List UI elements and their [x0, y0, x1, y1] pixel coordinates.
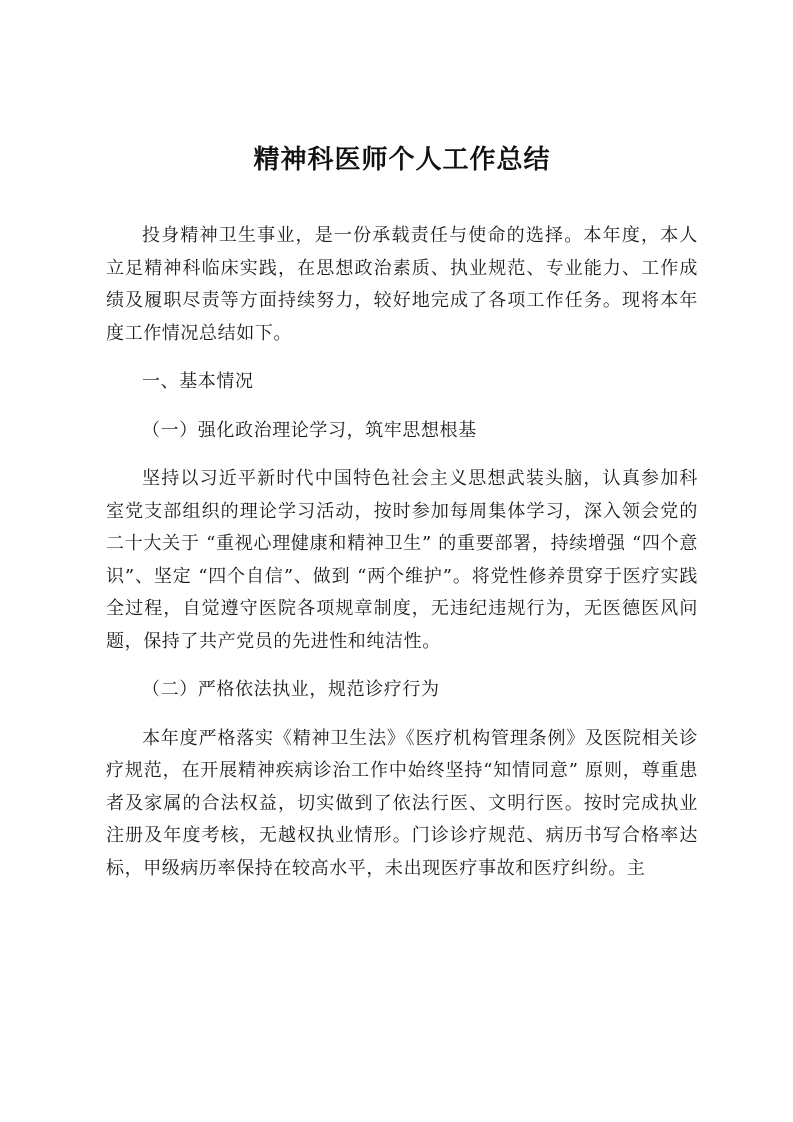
document-title: 精神科医师个人工作总结: [253, 145, 551, 175]
subsection-heading-practice: （二）严格依法执业，规范诊疗行为: [142, 679, 440, 700]
subsection-heading-politics: （一）强化政治理论学习，筑牢思想根基: [142, 419, 477, 441]
section-heading-basic: 一、基本情况: [142, 371, 254, 392]
practice-paragraph: 本年度严格落实《精神卫生法》《医疗机构管理条例》及医院相关诊疗规范，在开展精神疾病诊治工作中始终坚持“知情同意” 原则，尊重患者及家属的合法权益，切实做到了依法行医、文明行医。按时完成执业注册及年度考核，无越权执业情形。门诊诊疗规范、病历书写合格率达标，甲级病历率保持在较高水平，未出现医疗事故和医疗纠纷。主: [106, 727, 698, 879]
politics-paragraph: 坚持以习近平新时代中国特色社会主义思想武装头脑，认真参加科室党支部组织的理论学习活动，按时参加每周集体学习，深入领会党的二十大关于 “重视心理健康和精神卫生” 的重要部署，持续增强 “四个意识”、坚定 “四个自信”、做到 “两个维护”。将党性修养贯穿于医疗实践全过程，自觉遵守医院各项规章制度，无违纪违规行为，无医德医风问题，保持了共产党员的先进性和纯洁性。: [106, 468, 698, 652]
intro-paragraph: 投身精神卫生事业，是一份承载责任与使命的选择。本年度，本人立足精神科临床实践，在思想政治素质、执业规范、专业能力、工作成绩及履职尽责等方面持续努力，较好地完成了各项工作任务。现将本年度工作情况总结如下。: [106, 225, 698, 344]
document-page: [106, 140, 698, 901]
